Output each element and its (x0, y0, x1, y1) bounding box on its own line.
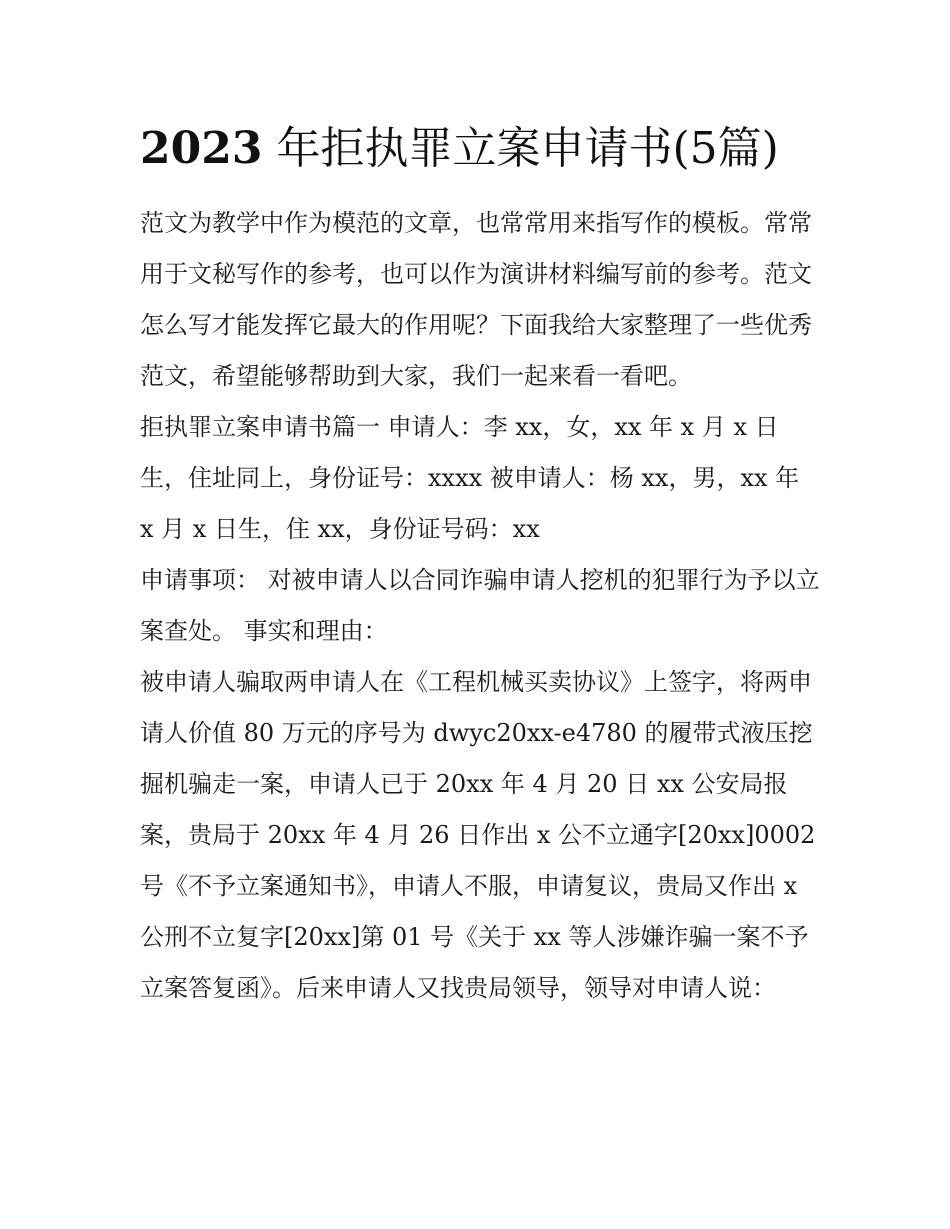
paragraph-request: 申请事项： 对被申请人以合同诈骗申请人挖机的犯罪行为予以立案查处。 事实和理由： (140, 566, 820, 645)
paragraph-intro: 范文为教学中作为模范的文章，也常常用来指写作的模板。常常用于文秘写作的参考，也可以作为演讲材料编写前的参考。范文怎么写才能发挥它最大的作用呢？下面我给大家整理了一些优秀范文，希望能够帮助到大家，我们一起来看一看吧。 (140, 209, 812, 390)
paragraph-facts: 被申请人骗取两申请人在《工程机械买卖协议》上签字，将两申请人价值 80 万元的序号为 dwyc20xx-e4780 的履带式液压挖掘机骗走一案，申请人已于 20xx 年 4 月 20 日 xx 公安局报案，贵局于 20xx 年 4 月 26 日作出 x 公不立通字[20xx]0002 号《不予立案通知书》，申请人不服，申请复议，贵局又作出 x 公刑不立复字[20xx]第 01 号《关于 xx 等人涉嫌诈骗一案不予立案答复函》。后来申请人又找贵局领导，领导对申请人说： (140, 668, 816, 1002)
document-body (140, 112, 820, 1014)
paragraph-parties: 拒执罪立案申请书篇一 申请人：李 xx，女，xx 年 x 月 x 日生，住址同上，身份证号：xxxx 被申请人：杨 xx，男，xx 年 x 月 x 日生，住 xx，身份证号码：xx (140, 413, 800, 543)
document-title (140, 112, 820, 186)
title-year: 2023 (140, 123, 263, 174)
title-text: 年拒执罪立案申请书(5篇) (262, 123, 779, 174)
